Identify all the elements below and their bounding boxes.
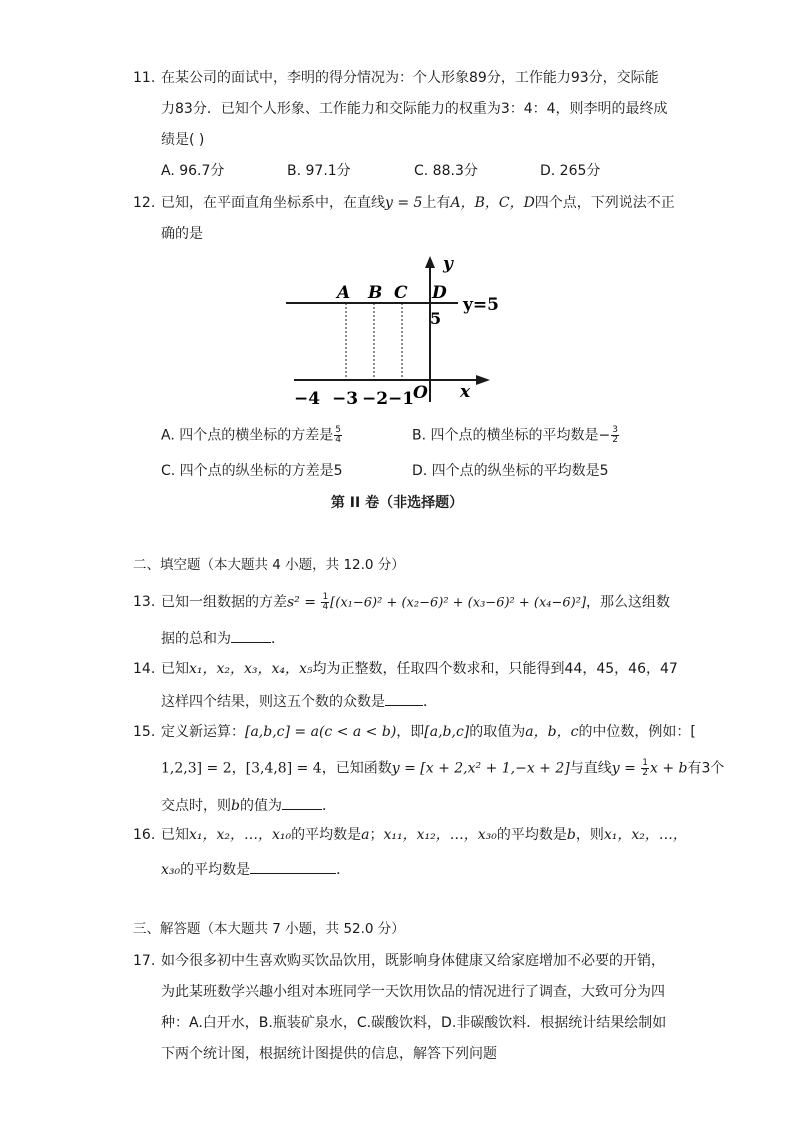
q15-text-c: 的取值为 — [469, 724, 526, 740]
q11-line3: 绩是( ) — [161, 132, 205, 148]
q17-line1: 如今很多初中生喜欢购买饮品饮用，既影响身体健康又给家庭增加不必要的开销， — [161, 953, 665, 969]
q12-option-b-fraction — [611, 426, 619, 445]
q16-text-c: ； — [369, 827, 384, 843]
frac-denominator: 4 — [322, 602, 329, 612]
q16-line2-text: 的平均数是 — [180, 862, 251, 878]
q15-number: 15. — [133, 724, 156, 740]
x-axis-label: x — [460, 382, 471, 402]
q17-line4: 下两个统计图，根据统计图提供的信息，解答下列问题 — [161, 1046, 497, 1062]
q15-line3-text-b: 的值为 — [239, 798, 282, 814]
q12-option-d: D. 四个点的纵坐标的平均数是5 — [412, 463, 609, 479]
q13-text-b: ，那么这组数 — [586, 594, 671, 611]
q14-answer-blank[interactable] — [385, 691, 423, 706]
point-label-d: D — [432, 283, 447, 303]
q12-text-c: 四个点，下列说法不正 — [534, 195, 675, 211]
q17-line2: 为此某班数学兴趣小组对本班同学一天饮用饮品的情况进行了调查，大致可分为四 — [161, 984, 665, 1000]
q12-option-a-fraction — [334, 426, 342, 445]
q13-line2 — [161, 628, 285, 648]
q16-number: 16. — [133, 827, 156, 843]
q16-line2-end: ． — [336, 862, 351, 878]
q16-math-1: x₁，x₂，…，x₁₀ — [189, 827, 292, 843]
q11-option-d: D. 265分 — [540, 163, 601, 179]
section2-heading: 二、填空题（本大题共 4 小题，共 12.0 分） — [133, 557, 405, 573]
q16-line2 — [161, 859, 350, 879]
q12-option-b — [412, 426, 620, 445]
q12-text-a: 已知，在平面直角坐标系中，在直线 — [161, 195, 385, 211]
frac-denominator: 2 — [612, 435, 618, 445]
q15-line3-math: b — [231, 798, 240, 814]
point-label-a: A — [337, 283, 351, 303]
origin-label: O — [413, 383, 428, 403]
q12-text-b: 上有 — [422, 195, 451, 211]
q15-line2-math-1: 1,2,3] = 2，[3,4,8] = 4 — [161, 760, 322, 777]
q14-line1 — [161, 660, 678, 678]
q14-text-a: 已知 — [161, 661, 189, 677]
q15-answer-blank[interactable] — [282, 795, 322, 810]
point-label-b: B — [368, 283, 383, 303]
q12-option-c: C. 四个点的纵坐标的方差是5 — [161, 463, 343, 479]
q15-line3 — [161, 795, 336, 815]
q16-math-4: b — [566, 827, 576, 843]
q13-line1 — [161, 593, 670, 613]
q15-line2-text-b: 与直线 — [569, 760, 612, 777]
q15-line2-math-2: y = [x + 2,x² + 1,−x + 2] — [391, 760, 570, 777]
q14-text-b: 均为正整数，任取四个数求和，只能得到44，45，46，47 — [312, 661, 678, 677]
q13-answer-blank[interactable] — [231, 628, 271, 643]
q13-text-a: 已知一组数据的方差 — [161, 594, 287, 611]
q15-text-b: ，即 — [396, 724, 425, 740]
q15-text-d: 的中位数，例如：[ — [578, 724, 696, 740]
frac-numerator: 1 — [322, 592, 329, 602]
q13-number: 13. — [133, 594, 156, 610]
q14-line2-end: ． — [423, 694, 437, 710]
q12-points: A，B，C，D — [450, 195, 535, 211]
five-label: 5 — [430, 309, 442, 328]
q12-number: 12. — [133, 195, 156, 211]
q12-option-a — [161, 426, 343, 445]
q16-math-2: a — [361, 827, 370, 843]
frac-numerator: 3 — [612, 425, 618, 435]
q15-math-1: [a,b,c] = a(c < a < b) — [245, 724, 397, 740]
q16-line2-math: x₃₀ — [161, 862, 181, 878]
q14-vars: x₁，x₂，x₃，x₄，x₅ — [189, 661, 313, 677]
q12-option-a-text: A. 四个点的横坐标的方差是 — [161, 427, 334, 444]
y-axis-arrow-icon — [425, 256, 435, 268]
q12-coordinate-figure — [280, 252, 510, 412]
q13-line2-text: 据的总和为 — [161, 631, 231, 647]
q12-line2: 确的是 — [161, 226, 203, 242]
q15-line2 — [161, 759, 724, 778]
q16-text-a: 已知 — [161, 827, 189, 843]
q13-fraction — [321, 593, 329, 612]
q12-line1 — [161, 194, 675, 212]
q16-math-5: x₁，x₂，…， — [603, 827, 687, 843]
q14-line2-text: 这样四个结果，则这五个数的众数是 — [161, 694, 385, 710]
q15-line2-math-3b: x + b — [650, 760, 688, 777]
section3-heading: 三、解答题（本大题共 7 小题，共 52.0 分） — [133, 921, 405, 937]
q17-number: 17. — [133, 953, 156, 969]
q15-line1 — [161, 723, 696, 741]
q13-math-s: s² = — [287, 594, 321, 611]
q16-text-b: 的平均数是 — [291, 827, 362, 843]
q16-math-3: x₁₁，x₁₂，…，x₃₀ — [383, 827, 497, 843]
frac-denominator: 2 — [642, 768, 649, 778]
q14-number: 14. — [133, 661, 156, 677]
x-tick-neg4: −4 — [294, 389, 321, 409]
q15-line3-end: ． — [321, 798, 336, 814]
line-y5-label: y=5 — [463, 295, 499, 315]
frac-denominator: 4 — [335, 435, 341, 445]
x-tick-neg3: −3 — [332, 389, 359, 409]
q16-answer-blank[interactable] — [250, 859, 336, 874]
q11-option-b: B. 97.1分 — [287, 163, 351, 179]
q11-number: 11. — [133, 70, 156, 86]
point-label-c: C — [394, 283, 408, 303]
q15-line3-text-a: 交点时，则 — [161, 798, 231, 814]
q16-text-d: 的平均数是 — [496, 827, 567, 843]
y-axis-label: y — [443, 254, 453, 274]
q12-eq: y = 5 — [385, 195, 423, 211]
x-tick-neg2: −2 — [362, 389, 389, 409]
q11-line2: 力83分．已知个人形象、工作能力和交际能力的权重为3：4：4，则李明的最终成 — [161, 101, 668, 117]
q15-math-3: a，b，c — [525, 724, 579, 740]
q15-line2-text-c: 有3个 — [687, 760, 725, 777]
q13-math-expr: [(x₁−6)² + (x₂−6)² + (x₃−6)² + (x₄−6)²] — [330, 595, 587, 611]
frac-numerator: 1 — [642, 758, 649, 768]
q16-line1 — [161, 826, 687, 844]
q15-line2-math-3a: y = — [611, 760, 641, 777]
q15-line2-text-a: ，已知函数 — [321, 760, 392, 777]
q12-option-b-text: B. 四个点的横坐标的平均数是− — [412, 427, 611, 444]
q16-text-e: ，则 — [575, 827, 604, 843]
q11-option-c: C. 88.3分 — [414, 163, 478, 179]
part2-title: 第 II 卷（非选择题） — [330, 495, 464, 511]
x-axis-arrow-icon — [476, 375, 490, 385]
q14-line2 — [161, 691, 437, 711]
q15-text-a: 定义新运算： — [161, 724, 245, 740]
q15-math-2: [a,b,c] — [424, 724, 470, 740]
frac-numerator: 5 — [335, 425, 341, 435]
q11-option-a: A. 96.7分 — [161, 163, 225, 179]
q11-line1: 在某公司的面试中，李明的得分情况为：个人形象89分，工作能力93分，交际能 — [161, 70, 659, 86]
q17-line3: 种：A.白开水，B.瓶装矿泉水，C.碳酸饮料，D.非碳酸饮料．根据统计结果绘制如 — [161, 1015, 667, 1031]
q15-fraction — [641, 759, 649, 778]
q13-line2-end: ． — [271, 631, 285, 647]
x-tick-neg1: −1 — [388, 389, 415, 409]
